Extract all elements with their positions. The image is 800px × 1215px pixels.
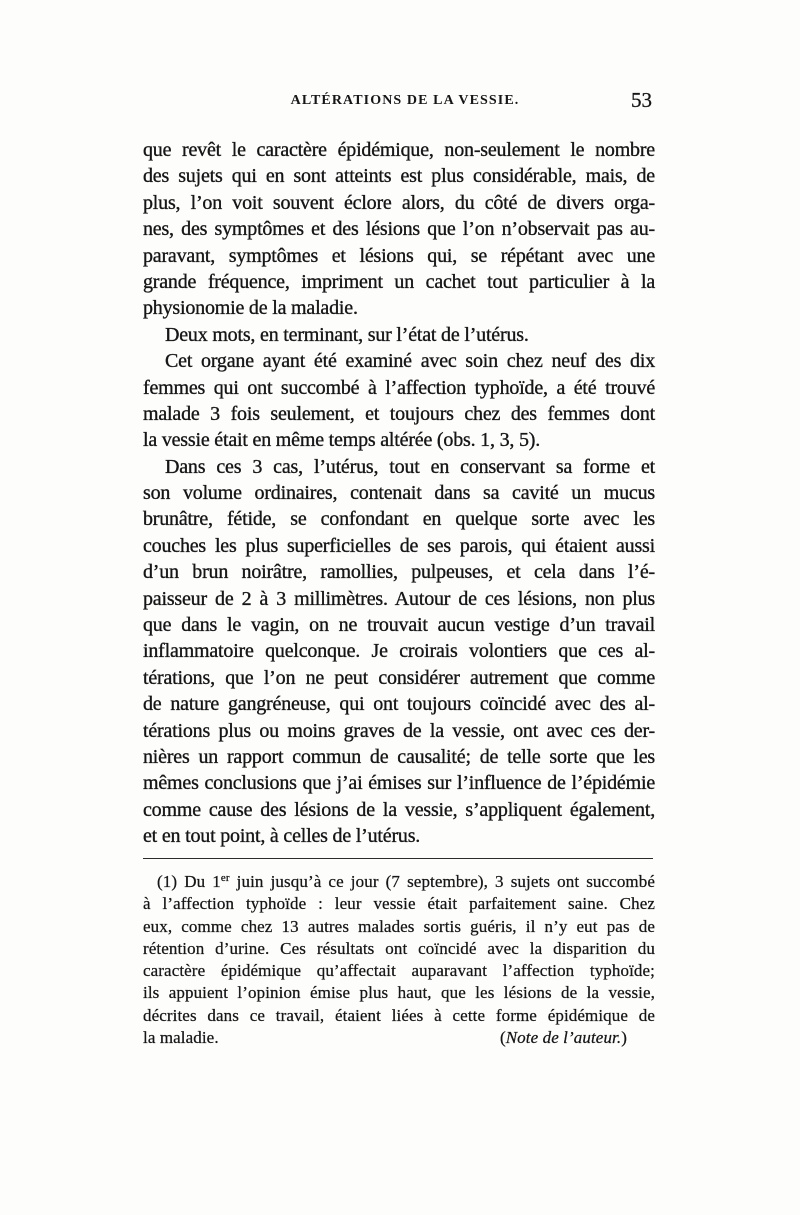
text-line: paravant, symptômes et lésions qui, se répétant avec une (143, 244, 655, 267)
text-line: malade 3 fois seulement, et toujours chez des femmes dont (143, 402, 655, 425)
text-line: plus, l’on voit souvent éclore alors, du côté de divers orga- (143, 191, 655, 214)
attribution-italic-text: Note de l’auteur. (505, 1028, 622, 1048)
footnote-line-text: la maladie. (143, 1028, 219, 1048)
footnote-line-text: juin jusqu’à ce jour (7 septembre), 3 sujets ont succombé (229, 872, 655, 891)
text-line: Cet organe ayant été examiné avec soin chez neuf des dix (165, 350, 655, 373)
superscript-ordinal: er (220, 872, 230, 884)
footnote-line (143, 871, 655, 893)
footnote-line (143, 1027, 655, 1049)
page-header (143, 92, 655, 110)
text-line: Deux mots, en terminant, sur l’état de l’utérus. (165, 323, 529, 346)
running-title: ALTÉRATIONS DE LA VESSIE. (290, 93, 520, 108)
page-number: 53 (631, 88, 652, 112)
attribution-open-paren: ( (499, 1028, 506, 1048)
paragraph (143, 322, 655, 348)
text-line: d’un brun noirâtre, ramollies, pulpeuses, et cela dans l’é- (143, 561, 655, 584)
text-line: inflammatoire quelconque. Je croirais volontiers que ces al- (143, 640, 655, 663)
text-line: térations, que l’on ne peut considérer autrement que comme (143, 666, 655, 689)
footnote-line: à l’affection typhoïde : leur vessie était parfaitement saine. Chez (143, 894, 655, 914)
footnote-line: décrites dans ce travail, étaient liées à cette forme épidémique de (143, 1005, 655, 1025)
text-line: que dans le vagin, on ne trouvait aucun vestige d’un travail (143, 614, 655, 637)
paragraph (143, 348, 655, 454)
text-line: son volume ordinaires, contenait dans sa cavité un mucus (143, 482, 655, 505)
text-line: térations plus ou moins graves de la vessie, ont avec ces der- (143, 719, 655, 742)
text-line: femmes qui ont succombé à l’affection typhoïde, a été trouvé (143, 376, 655, 399)
text-line: Dans ces 3 cas, l’utérus, tout en conservant sa forme et (165, 455, 655, 478)
text-line: paisseur de 2 à 3 millimètres. Autour de ces lésions, non plus (143, 587, 655, 610)
text-line: nières un rapport commun de causalité; de telle sorte que les (143, 745, 655, 768)
text-line: nes, des symptômes et des lésions que l’on n’observait pas au- (143, 218, 655, 241)
attribution-close-paren: ) (621, 1028, 627, 1048)
text-line: grande fréquence, impriment un cachet tout particulier à la (143, 270, 655, 293)
text-line: brunâtre, fétide, se confondant en quelque sorte avec les (143, 508, 655, 531)
text-line: et en tout point, à celles de l’utérus. (143, 825, 421, 848)
footnote (143, 871, 655, 1049)
body-text (143, 137, 655, 850)
text-line: couches les plus superficielles de ses parois, qui étaient aussi (143, 534, 655, 557)
author-note-attribution (500, 1027, 627, 1049)
paragraph (143, 454, 655, 850)
footnote-line: rétention d’urine. Ces résultats ont coïncidé avec la disparition du (143, 938, 655, 958)
text-line: mêmes conclusions que j’ai émises sur l’influence de l’épidémie (143, 772, 655, 795)
footnote-marker-text: (1) Du 1 (157, 872, 221, 891)
footnote-rule (143, 858, 653, 859)
text-line: comme cause des lésions de la vessie, s’appliquent également, (143, 798, 655, 821)
footnote-line: ils appuient l’opinion émise plus haut, que les lésions de la vessie, (143, 983, 655, 1003)
text-line: physionomie de la maladie. (143, 297, 358, 320)
footnote-line: eux, comme chez 13 autres malades sortis guéris, il n’y eut pas de (143, 916, 655, 936)
text-line: que revêt le caractère épidémique, non-seulement le nombre (143, 139, 655, 161)
text-line: des sujets qui en sont atteints est plus considérable, mais, de (143, 165, 655, 188)
footnote-line: caractère épidémique qu’affectait auparavant l’affection typhoïde; (143, 961, 655, 981)
paragraph (143, 137, 655, 322)
text-line: la vessie était en même temps altérée (obs. 1, 3, 5). (143, 429, 541, 452)
text-line: de nature gangréneuse, qui ont toujours coïncidé avec des al- (143, 693, 655, 716)
